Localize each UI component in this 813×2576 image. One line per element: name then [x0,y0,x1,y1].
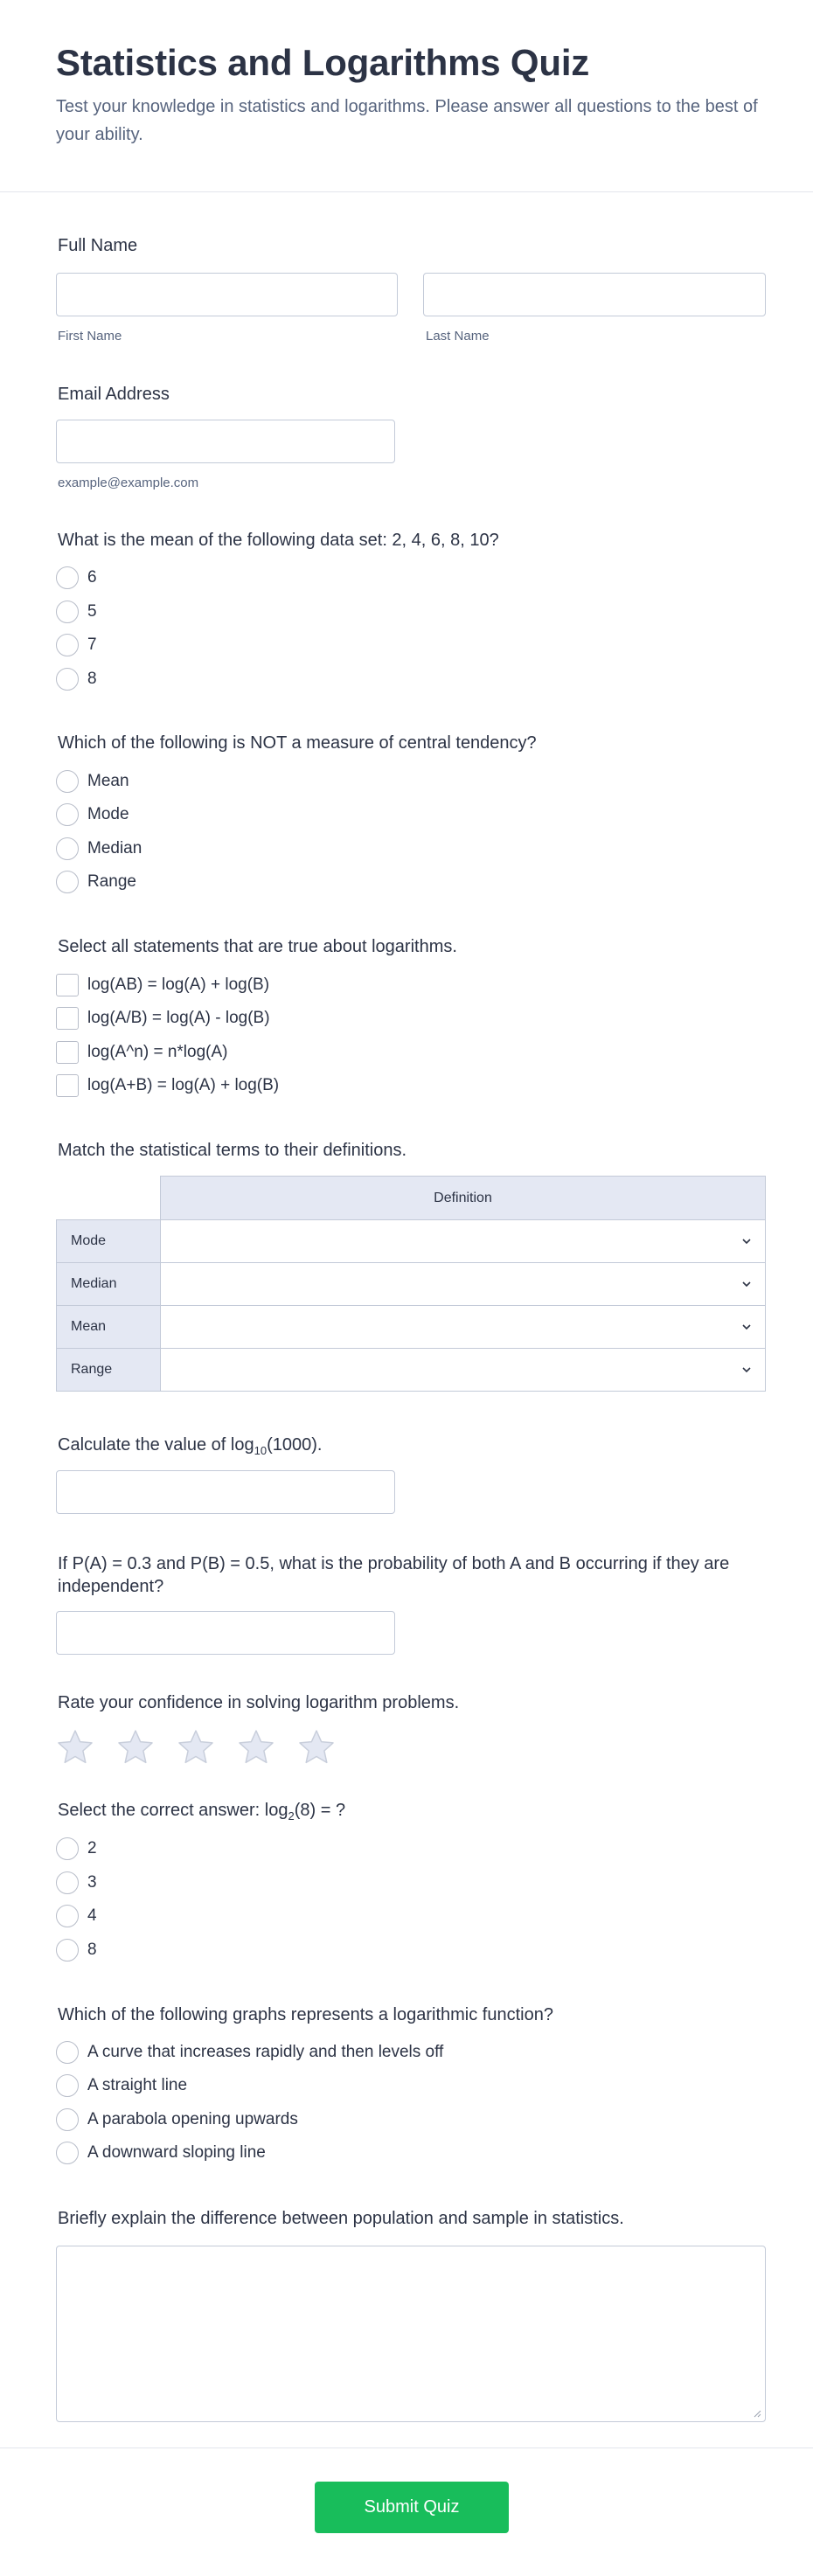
radio-button[interactable] [56,1939,79,1962]
table-row [56,1219,766,1263]
chevron-down-icon [740,1364,753,1376]
option-label: A parabola opening upwards [87,2110,298,2128]
star-icon[interactable] [297,1728,336,1767]
star-icon[interactable] [56,1728,94,1767]
row-label: Median [56,1262,161,1306]
question-log-statements: Select all statements that are true about logarithms. [58,937,457,956]
option-label: log(A+B) = log(A) + log(B) [87,1076,280,1094]
radio-option[interactable] [56,1871,97,1894]
chevron-down-icon [740,1321,753,1333]
radio-button[interactable] [56,634,79,656]
option-label: 7 [87,635,97,654]
radio-button[interactable] [56,1871,79,1894]
question-log2 [58,1801,345,1823]
checkbox[interactable] [56,1007,79,1030]
table-row [56,1305,766,1349]
question-text: (1000). [267,1435,323,1455]
email-input[interactable] [56,420,395,463]
option-label: A curve that increases rapidly and then levels off [87,2043,444,2061]
option-label: 3 [87,1873,97,1892]
email-sublabel: example@example.com [58,476,199,490]
log-base: 10 [254,1444,268,1457]
chevron-down-icon [740,1235,753,1247]
checkbox-option[interactable] [56,974,269,996]
option-label: 6 [87,568,97,587]
radio-option[interactable] [56,601,97,623]
checkbox-option[interactable] [56,1041,227,1064]
option-label: Median [87,839,142,858]
radio-button[interactable] [56,837,79,860]
radio-button[interactable] [56,2074,79,2097]
radio-option[interactable] [56,634,97,656]
option-label: Range [87,872,136,891]
radio-option[interactable] [56,1939,97,1962]
form-header [0,0,813,192]
first-name-input[interactable] [56,273,398,316]
option-label: 5 [87,602,97,621]
checkbox[interactable] [56,1041,79,1064]
question-population-sample: Briefly explain the difference between population and sample in statistics. [58,2209,624,2228]
definition-select[interactable] [160,1262,766,1306]
explanation-textarea[interactable] [56,2246,766,2422]
question-text: (8) = ? [294,1801,346,1820]
submit-button[interactable]: Submit Quiz [315,2482,509,2533]
option-label: log(A/B) = log(A) - log(B) [87,1009,270,1027]
radio-button[interactable] [56,1837,79,1860]
option-label: A straight line [87,2076,188,2094]
resize-grip-icon[interactable] [753,2409,761,2418]
option-label: 8 [87,670,97,688]
radio-button[interactable] [56,2108,79,2131]
star-icon[interactable] [177,1728,215,1767]
radio-option[interactable] [56,2142,266,2164]
star-icon[interactable] [237,1728,275,1767]
radio-option[interactable] [56,1837,97,1860]
page-title: Statistics and Logarithms Quiz [56,42,590,83]
option-label: 8 [87,1941,97,1959]
option-label: Mode [87,805,129,823]
question-text: Select the correct answer: log [58,1801,288,1820]
question-text: Calculate the value of log [58,1435,254,1455]
question-probability: If P(A) = 0.3 and P(B) = 0.5, what is the probability of both A and B occurring if they are independent? [58,1554,730,1596]
definition-select[interactable] [160,1305,766,1349]
last-name-sublabel: Last Name [426,329,490,344]
last-name-input[interactable] [423,273,766,316]
radio-button[interactable] [56,2142,79,2164]
option-label: log(AB) = log(A) + log(B) [87,976,270,994]
radio-option[interactable] [56,566,97,589]
radio-button[interactable] [56,803,79,826]
row-label: Range [56,1348,161,1392]
radio-option[interactable] [56,770,129,793]
page-subtitle: Test your knowledge in statistics and logarithms. Please answer all questions to the best of your ability. [56,97,758,144]
option-label: log(A^n) = n*log(A) [87,1043,228,1061]
option-label: Mean [87,772,129,790]
checkbox-option[interactable] [56,1074,279,1097]
email-label: Email Address [58,385,170,404]
radio-option[interactable] [56,803,129,826]
question-mean: What is the mean of the following data set: 2, 4, 6, 8, 10? [58,531,499,550]
table-row [56,1262,766,1306]
radio-option[interactable] [56,2108,298,2131]
log-base: 2 [288,1809,295,1823]
checkbox[interactable] [56,1074,79,1097]
question-log10 [58,1435,322,1457]
radio-option[interactable] [56,871,136,893]
probability-answer-input[interactable] [56,1611,395,1655]
chevron-down-icon [740,1278,753,1290]
radio-option[interactable] [56,2041,443,2064]
full-name-label: Full Name [58,236,138,255]
table-row [56,1348,766,1392]
question-central-tendency: Which of the following is NOT a measure of central tendency? [58,733,537,753]
checkbox-option[interactable] [56,1007,270,1030]
first-name-sublabel: First Name [58,329,122,344]
question-match-terms: Match the statistical terms to their definitions. [58,1141,407,1160]
checkbox[interactable] [56,974,79,996]
radio-button[interactable] [56,601,79,623]
option-label: 2 [87,1839,97,1857]
log10-answer-input[interactable] [56,1470,395,1514]
radio-button[interactable] [56,2041,79,2064]
option-label: 4 [87,1906,97,1925]
radio-option[interactable] [56,2074,187,2097]
definition-select[interactable] [160,1219,766,1263]
radio-button[interactable] [56,668,79,691]
row-label: Mode [56,1219,161,1263]
definition-select[interactable] [160,1348,766,1392]
column-header-definition: Definition [160,1176,766,1220]
radio-button[interactable] [56,566,79,589]
row-label: Mean [56,1305,161,1349]
radio-button[interactable] [56,1905,79,1927]
question-log-graph: Which of the following graphs represents a logarithmic function? [58,2005,553,2024]
radio-option[interactable] [56,837,142,860]
radio-option[interactable] [56,1905,97,1927]
star-rating[interactable] [56,1728,358,1768]
radio-button[interactable] [56,871,79,893]
option-label: A downward sloping line [87,2143,266,2162]
radio-option[interactable] [56,668,97,691]
star-icon[interactable] [116,1728,155,1767]
question-confidence: Rate your confidence in solving logarithm problems. [58,1693,460,1712]
radio-button[interactable] [56,770,79,793]
